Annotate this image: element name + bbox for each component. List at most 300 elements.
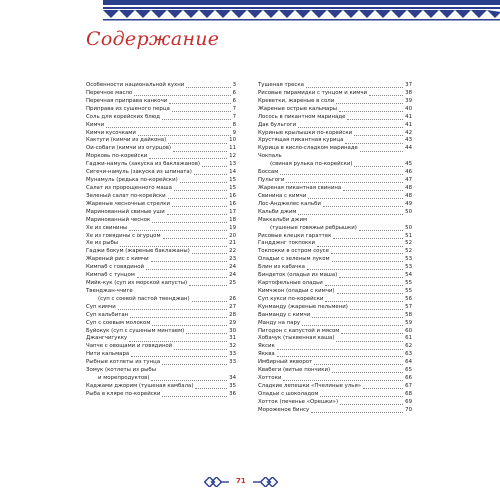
toc-entry — [86, 328, 236, 336]
toc-entry-title: Хе из рыбы — [86, 240, 119, 247]
dot-leader — [333, 238, 403, 239]
toc-entry — [86, 153, 236, 161]
toc-entry-title: Маккальби джим — [258, 216, 308, 223]
toc-entry — [258, 359, 412, 367]
toc-entry — [86, 122, 236, 130]
toc-entry-title: Салат из пророщенного маша — [86, 184, 172, 191]
toc-entry-title: Каджами джорим (тушеная камбала) — [86, 383, 194, 390]
dot-leader — [360, 151, 403, 152]
dot-leader — [168, 143, 227, 144]
toc-entry — [258, 328, 412, 336]
toc-entry-page: 64 — [405, 359, 412, 366]
toc-entry-title: Джангчигукку — [86, 335, 128, 342]
toc-entry — [258, 272, 412, 280]
toc-entry-page: 40 — [405, 105, 412, 112]
dot-leader — [277, 349, 403, 350]
toc-entry-title: Токпокки в остром соусе — [258, 248, 329, 255]
toc-entry — [258, 240, 412, 248]
dot-leader — [195, 388, 227, 389]
dot-leader — [174, 349, 227, 350]
toc-entry — [258, 383, 412, 391]
toc-entry-title: Креветки, жареные в соли — [258, 97, 335, 104]
toc-entry-page: 50 — [405, 224, 412, 231]
toc-entry — [86, 98, 236, 106]
dot-leader — [298, 214, 403, 215]
toc-entry-page: 41 — [405, 113, 412, 120]
dot-leader — [186, 333, 227, 334]
toc-entry — [258, 114, 412, 122]
toc-entry — [86, 193, 236, 201]
dot-leader — [120, 246, 227, 247]
page-number: 71 — [236, 477, 246, 485]
dot-leader — [137, 277, 227, 278]
toc-entry-page: 33 — [229, 351, 236, 358]
dot-leader — [336, 341, 403, 342]
toc-entry-title: Нити кальмара — [86, 351, 130, 358]
toc-entry-page: 41 — [405, 121, 412, 128]
dot-leader — [345, 143, 403, 144]
toc-entry-page: 53 — [405, 264, 412, 271]
toc-entry — [86, 161, 236, 169]
toc-entry-title: Сигечи-намуль (закуска из шпината) — [86, 169, 192, 176]
toc-entry-page: 14 — [229, 169, 236, 176]
toc-entry-page: 36 — [229, 390, 236, 397]
toc-entry-page: 11 — [229, 145, 236, 152]
toc-entry-title: Ои-собаги (кимчи из огурцов) — [86, 145, 172, 152]
toc-entry-title: Суп кукси по-корейски — [258, 295, 324, 302]
toc-entry — [258, 296, 412, 304]
toc-entry-page: 63 — [405, 351, 412, 358]
toc-entry — [86, 272, 236, 280]
toc-entry-page: 69 — [405, 398, 412, 405]
dot-leader — [354, 135, 403, 136]
toc-entry — [258, 256, 412, 264]
toc-entry-title: Рыбные котлеты из тунца — [86, 359, 161, 366]
toc-entry-title: Хоттоки — [258, 375, 282, 382]
toc-entry-title: Кимчжон (оладьи с кимчи) — [258, 287, 335, 294]
toc-entry-title: Рисовые пирамидки с тунцом и кимчи — [258, 89, 368, 96]
toc-entry-title: Гандджнг токпокки — [258, 240, 316, 247]
toc-entry-title: (суп с соевой пастой твенджан) — [98, 295, 190, 302]
toc-entry — [258, 343, 412, 351]
dot-leader — [151, 380, 227, 381]
dot-leader — [131, 356, 227, 357]
dot-leader — [341, 333, 403, 334]
toc-entry-page: 54 — [405, 272, 412, 279]
toc-entry-page: 59 — [405, 319, 412, 326]
dot-leader — [323, 206, 403, 207]
toc-entry — [258, 169, 412, 177]
dot-leader — [332, 372, 403, 373]
dot-leader — [339, 277, 403, 278]
toc-entry — [86, 367, 236, 375]
toc-entry-title: Кимчи кусочками — [86, 129, 136, 136]
dot-leader — [146, 269, 227, 270]
toc-entry-page: 55 — [405, 287, 412, 294]
toc-entry-title: Перечное масло — [86, 89, 133, 96]
toc-entry — [258, 185, 412, 193]
dot-leader — [286, 182, 403, 183]
toc-entry-title: Тушеная треска — [258, 81, 304, 88]
toc-entry-title: (свиная рулька по-корейски) — [270, 161, 353, 168]
toc-entry-title: Жареный рис с кимчи — [86, 256, 149, 263]
toc-entry-page: 21 — [229, 240, 236, 247]
toc-entry-title: Кимчи — [86, 121, 105, 128]
toc-entry-title: Якква — [258, 351, 275, 358]
toc-entry-title: Хрустящая пикантная курица — [258, 137, 344, 144]
toc-entry-page: 8 — [232, 121, 236, 128]
toc-entry-title: Лос-Анджелес кальби — [258, 200, 321, 207]
toc-entry — [86, 304, 236, 312]
toc-entry — [86, 185, 236, 193]
dot-leader — [339, 111, 403, 112]
toc-entry-page: 6 — [232, 89, 236, 96]
toc-entry-page: 62 — [405, 343, 412, 350]
toc-entry — [258, 161, 412, 169]
toc-entry-page: 34 — [229, 375, 236, 382]
toc-entry-page: 23 — [229, 256, 236, 263]
toc-entry-title: Суп с соевым молоком — [86, 319, 151, 326]
dot-leader — [194, 174, 227, 175]
dot-leader — [337, 293, 404, 294]
dot-leader — [347, 119, 403, 120]
toc-entry-title: Зеленый салат по-корейски — [86, 192, 166, 199]
toc-entry-page: 48 — [405, 184, 412, 191]
toc-entry — [258, 130, 412, 138]
toc-entry — [258, 248, 412, 256]
dot-leader — [308, 198, 403, 199]
toc-entry-page: 24 — [229, 272, 236, 279]
toc-entry-title: Кальби джим — [258, 208, 297, 215]
toc-entry-title: Биндеток (оладьи из маша) — [258, 272, 338, 279]
toc-entry-title: и морепродуктов) — [98, 375, 150, 382]
dot-leader — [129, 341, 227, 342]
toc-entry-page: 3 — [232, 81, 236, 88]
toc-entry-page: 42 — [405, 129, 412, 136]
toc-entry — [258, 201, 412, 209]
dot-leader — [314, 364, 403, 365]
toc-entry — [86, 375, 236, 383]
dot-leader — [202, 166, 227, 167]
dot-leader — [302, 325, 403, 326]
dot-leader — [359, 230, 403, 231]
toc-entry-title: Хотток (печенье «Орешки») — [258, 398, 339, 405]
toc-entry — [86, 240, 236, 248]
toc-entry — [86, 320, 236, 328]
toc-entry-title: Чокпаль — [258, 153, 282, 160]
dot-leader — [151, 261, 228, 262]
toc-entry-title: Маринованный свиные уши — [86, 208, 165, 215]
toc-entry-title: Приправа из сушеного перца — [86, 105, 170, 112]
dot-leader — [106, 127, 230, 128]
toc-entry-page: 10 — [229, 137, 236, 144]
toc-entry — [258, 98, 412, 106]
toc-entry — [86, 351, 236, 359]
dot-leader — [152, 222, 227, 223]
toc-entry — [86, 225, 236, 233]
dot-leader — [311, 412, 403, 413]
toc-entry-page: 29 — [229, 319, 236, 326]
toc-entry-page: 61 — [405, 335, 412, 342]
dot-leader — [134, 95, 230, 96]
toc-entry-page: 60 — [405, 327, 412, 334]
dot-leader — [363, 388, 403, 389]
toc-entry-page: 56 — [405, 295, 412, 302]
toc-entry — [86, 264, 236, 272]
toc-entry-page: 39 — [405, 97, 412, 104]
dot-leader — [343, 190, 403, 191]
toc-entry-title: Суп кальбитан — [86, 311, 129, 318]
dot-leader — [277, 356, 403, 357]
dot-leader — [149, 158, 227, 159]
dot-leader — [350, 309, 403, 310]
dot-leader — [298, 127, 403, 128]
toc-entry-page: 33 — [229, 359, 236, 366]
toc-entry — [258, 145, 412, 153]
toc-entry-page: 50 — [405, 208, 412, 215]
toc-entry-title: Сладкие лепешки «Пчелиные улья» — [258, 383, 362, 390]
decorative-top-border — [103, 0, 500, 22]
toc-entry-page: 55 — [405, 280, 412, 287]
dot-leader — [174, 190, 227, 191]
toc-entry-title: Буйокук (суп с сушеным минтаем) — [86, 327, 185, 334]
toc-entry — [258, 122, 412, 130]
toc-entry-title: Маринованный чеснок — [86, 216, 151, 223]
toc-entry-page: 15 — [229, 184, 236, 191]
toc-entry-page: 9 — [232, 129, 236, 136]
dot-leader — [189, 285, 227, 286]
dot-leader — [130, 317, 227, 318]
toc-entry-page: 13 — [229, 161, 236, 168]
dot-leader — [152, 325, 227, 326]
toc-entry — [258, 320, 412, 328]
toc-entry-page: 16 — [229, 192, 236, 199]
dot-leader — [192, 253, 227, 254]
dot-leader — [168, 198, 227, 199]
toc-entry — [258, 106, 412, 114]
toc-entry — [258, 280, 412, 288]
dot-leader — [320, 396, 403, 397]
toc-entry-title: Пульгоги — [258, 177, 285, 184]
dot-leader — [173, 151, 227, 152]
toc-entry-page: 52 — [405, 240, 412, 247]
toc-entry-page: 53 — [405, 256, 412, 263]
ornament-knot-icon — [252, 477, 278, 487]
toc-entry-page: 70 — [405, 406, 412, 413]
toc-entry — [258, 288, 412, 296]
toc-entry — [86, 256, 236, 264]
toc-entry-title: Куриные крылышки по-корейски — [258, 129, 353, 136]
toc-entry — [86, 288, 236, 296]
toc-entry-title: Квабеги (витые пончики) — [258, 367, 331, 374]
dot-leader — [172, 111, 231, 112]
toc-entry-page: 46 — [405, 169, 412, 176]
toc-entry-title: Жареная пикантная свинина — [258, 184, 342, 191]
toc-entry-title: Яксик — [258, 343, 275, 350]
dot-leader — [325, 285, 403, 286]
toc-entry-title: Картофельные оладьи — [258, 280, 323, 287]
toc-entry — [86, 296, 236, 304]
toc-entry-page: 44 — [405, 145, 412, 152]
dot-leader — [332, 261, 404, 262]
toc-entry-page: 28 — [229, 311, 236, 318]
toc-entry-title: Суп кимчи — [86, 303, 116, 310]
toc-entry — [86, 359, 236, 367]
toc-entry-title: Боссам — [258, 169, 279, 176]
dot-leader — [317, 246, 403, 247]
toc-entry — [258, 209, 412, 217]
toc-entry-title: Хобачук (тыквенная каша) — [258, 335, 335, 342]
dot-leader — [167, 214, 227, 215]
toc-entry — [258, 264, 412, 272]
toc-entry — [86, 201, 236, 209]
toc-entry — [258, 367, 412, 375]
page-footer — [200, 477, 310, 487]
dot-leader — [280, 174, 403, 175]
toc-entry-title: Лосось в пикантном маринаде — [258, 113, 346, 120]
dot-leader — [138, 135, 231, 136]
toc-entry-page: 66 — [405, 375, 412, 382]
toc-entry-title: Рыба в кляре по-корейски — [86, 390, 161, 397]
toc-entry-title: Дак бульгоги — [258, 121, 297, 128]
toc-entry — [258, 82, 412, 90]
toc-entry-title: Пигодон с капустой и мясом — [258, 327, 340, 334]
toc-entry-page: 26 — [229, 295, 236, 302]
toc-entry-page: 49 — [405, 200, 412, 207]
toc-entry — [86, 312, 236, 320]
dot-leader — [283, 380, 403, 381]
toc-entry-title: Манду на пару — [258, 319, 301, 326]
toc-entry-title: Морковь по-корейски — [86, 153, 148, 160]
dot-leader — [162, 396, 227, 397]
toc-entry-page: 7 — [232, 113, 236, 120]
toc-entry-title: Твенджан-ччиге — [86, 287, 133, 294]
toc-entry-page: 67 — [405, 383, 412, 390]
toc-entry — [258, 217, 412, 225]
toc-entry — [86, 177, 236, 185]
toc-entry — [258, 391, 412, 399]
toc-entry-page: 38 — [405, 89, 412, 96]
dot-leader — [331, 253, 403, 254]
dot-leader — [306, 87, 403, 88]
toc-entry-page: 24 — [229, 264, 236, 271]
toc-entry-page: 43 — [405, 137, 412, 144]
toc-entry — [86, 90, 236, 98]
toc-entry-title: Соль для корейских блюд — [86, 113, 160, 120]
toc-entry-title: Кунмандy (жареные пельмени) — [258, 303, 348, 310]
toc-entry-page: 25 — [229, 280, 236, 287]
dot-leader — [312, 317, 403, 318]
dot-leader — [307, 269, 403, 270]
dot-leader — [354, 166, 403, 167]
toc-entry-title: Особенности национальной кухни — [86, 81, 185, 88]
toc-entry-page: 37 — [405, 81, 412, 88]
toc-entry — [86, 137, 236, 145]
toc-entry — [258, 304, 412, 312]
toc-entry — [258, 225, 412, 233]
toc-entry-page: 17 — [229, 208, 236, 215]
toc-entry-title: Хе из свинины — [86, 224, 128, 231]
toc-entry-title: Кактуги (кимчи из дайкона) — [86, 137, 167, 144]
dot-leader — [340, 404, 403, 405]
toc-entry — [86, 280, 236, 288]
toc-left-column — [86, 82, 236, 399]
toc-entry-title: Свинина с кимчи — [258, 192, 307, 199]
toc-entry-title: Перечная приправа канкочи — [86, 97, 168, 104]
toc-entry-title: Имбирный якворот — [258, 359, 313, 366]
toc-entry-title: Ванмандy с кимчи — [258, 311, 311, 318]
toc-entry-title: (тушеные говяжьи ребрышки) — [270, 224, 357, 231]
dot-leader — [162, 119, 231, 120]
toc-entry-page: 31 — [229, 335, 236, 342]
dot-leader — [325, 301, 403, 302]
toc-entry-page: 58 — [405, 311, 412, 318]
toc-entry — [86, 217, 236, 225]
toc-entry-title: Оладьи с шоколадом — [258, 390, 319, 397]
toc-entry — [258, 193, 412, 201]
toc-entry-title: Жареные острые кальмары — [258, 105, 337, 112]
toc-entry-page: 51 — [405, 232, 412, 239]
toc-entry — [86, 343, 236, 351]
toc-entry — [258, 90, 412, 98]
toc-entry-page: 19 — [229, 224, 236, 231]
toc-entry-page: 65 — [405, 367, 412, 374]
ornament-knot-icon — [204, 477, 230, 487]
toc-entry-page: 18 — [229, 216, 236, 223]
toc-entry-title: Блин из кабачка — [258, 264, 305, 271]
toc-entry-title: Рисовые клецки гараттек — [258, 232, 332, 239]
toc-entry-page: 20 — [229, 232, 236, 239]
toc-entry-page: 32 — [229, 343, 236, 350]
toc-entry-page: 12 — [229, 153, 236, 160]
toc-entry-title: Жареные чесночные стрелки — [86, 200, 170, 207]
toc-entry-page: 45 — [405, 161, 412, 168]
toc-entry — [258, 233, 412, 241]
toc-entry — [86, 209, 236, 217]
toc-entry-page: 68 — [405, 390, 412, 397]
toc-entry — [86, 233, 236, 241]
toc-entry — [258, 336, 412, 344]
toc-entry-page: 15 — [229, 177, 236, 184]
toc-entry-page: 30 — [229, 327, 236, 334]
toc-entry-title: Гаджи-намуль (закуска из баклажанов) — [86, 161, 200, 168]
toc-entry — [258, 375, 412, 383]
toc-entry-page: 35 — [229, 383, 236, 390]
toc-entry-title: Зомук (котлеты из рыбы — [86, 367, 156, 374]
toc-entry — [258, 407, 412, 415]
dot-leader — [186, 87, 230, 88]
toc-entry-title: Мийк-кук (суп из морской капусты) — [86, 280, 188, 287]
toc-entry — [86, 82, 236, 90]
dot-leader — [169, 103, 230, 104]
dot-leader — [336, 103, 403, 104]
toc-entry — [86, 391, 236, 399]
toc-entry-title: Оладьи с зеленым луком — [258, 256, 330, 263]
dot-leader — [172, 206, 227, 207]
toc-entry-page: 7 — [232, 105, 236, 112]
toc-entry — [258, 312, 412, 320]
toc-entry-title: Чапче с овощами и говядиной — [86, 343, 173, 350]
toc-entry-title: Кимпаб с тунцом — [86, 272, 135, 279]
toc-entry-page: 22 — [229, 248, 236, 255]
toc-entry-page: 57 — [405, 303, 412, 310]
dot-leader — [118, 309, 227, 310]
toc-entry-page: 47 — [405, 177, 412, 184]
toc-entry — [86, 383, 236, 391]
toc-entry-page: 6 — [232, 97, 236, 104]
toc-entry-page: 48 — [405, 192, 412, 199]
page-title: Содержание — [86, 28, 220, 50]
